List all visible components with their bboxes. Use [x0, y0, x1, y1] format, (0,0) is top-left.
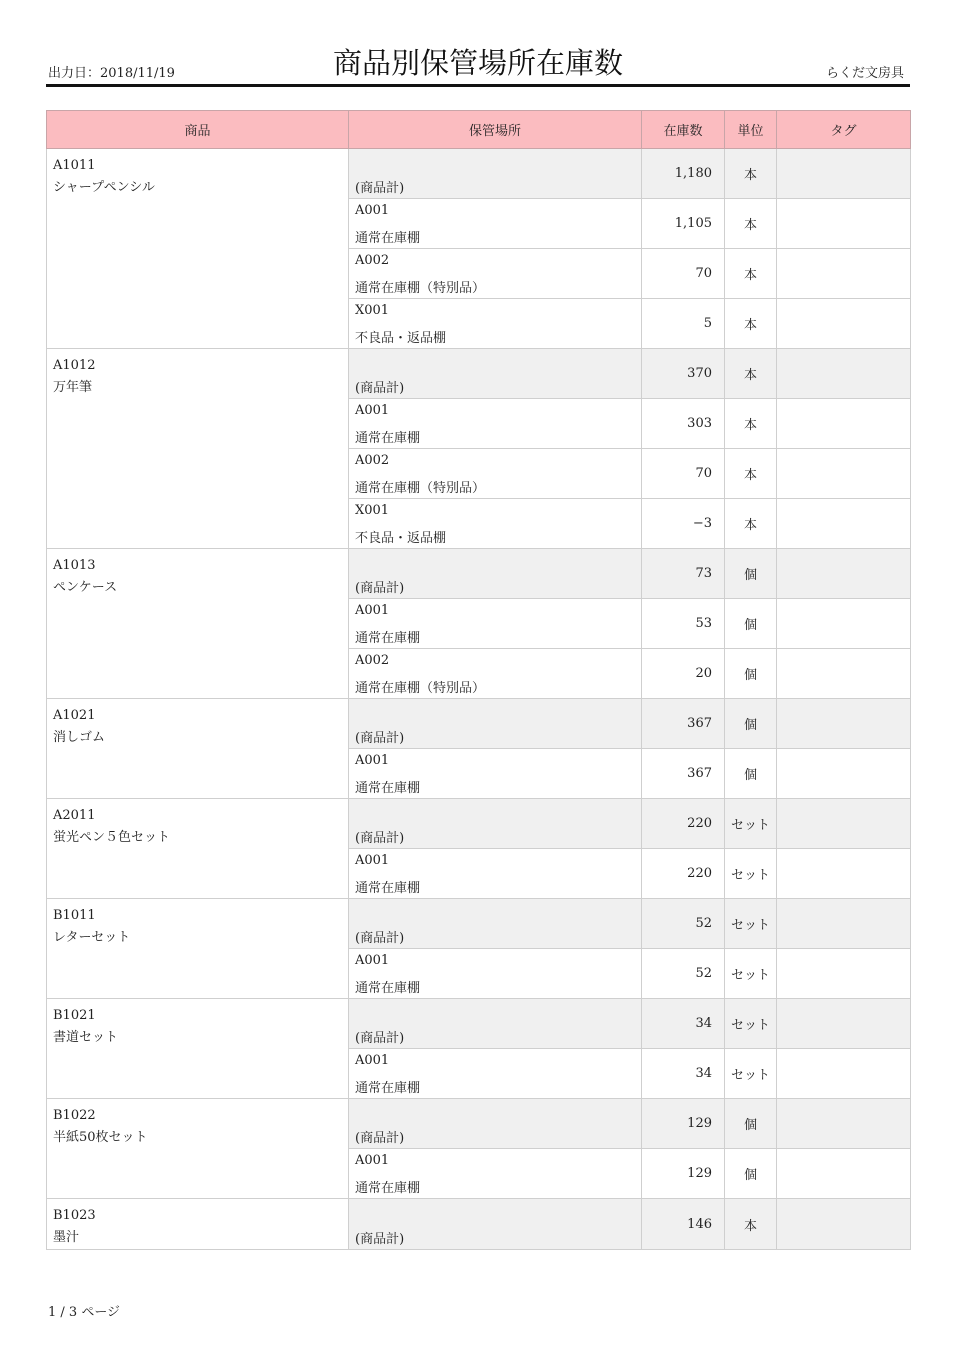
location-cell	[349, 549, 642, 599]
table-row-total	[47, 149, 911, 199]
location-cell	[349, 849, 642, 899]
tag-cell	[777, 249, 911, 299]
location-cell	[349, 799, 642, 849]
tag-cell	[777, 699, 911, 749]
quantity-cell: 70	[642, 449, 725, 499]
output-date: 出力日：2018/11/19	[48, 66, 175, 81]
product-code: A1021	[53, 708, 96, 723]
column-header-location: 保管場所	[349, 111, 642, 149]
total-label: (商品計)	[355, 1131, 405, 1146]
unit-cell: 個	[725, 599, 777, 649]
product-name: ペンケース	[53, 580, 118, 595]
table-body	[47, 149, 911, 1250]
quantity-cell: 1,105	[642, 199, 725, 249]
total-label: (商品計)	[355, 181, 405, 196]
tag-cell	[777, 1199, 911, 1250]
unit-cell: セット	[725, 799, 777, 849]
unit-cell: 本	[725, 249, 777, 299]
quantity-cell: 52	[642, 899, 725, 949]
total-label: (商品計)	[355, 1031, 405, 1046]
table-header-row	[47, 111, 911, 149]
location-cell	[349, 449, 642, 499]
location-name: 通常在庫棚	[355, 231, 421, 246]
location-cell	[349, 299, 642, 349]
location-cell	[349, 149, 642, 199]
product-name: レターセット	[53, 930, 131, 945]
quantity-cell: 220	[642, 799, 725, 849]
location-code: A002	[355, 253, 390, 268]
tag-cell	[777, 349, 911, 399]
location-code: X001	[355, 303, 390, 318]
product-name: 万年筆	[53, 380, 93, 395]
location-code: A001	[355, 403, 390, 418]
unit-cell: 本	[725, 149, 777, 199]
quantity-cell: 129	[642, 1099, 725, 1149]
location-name: 通常在庫棚	[355, 1081, 421, 1096]
total-label: (商品計)	[355, 581, 405, 596]
unit-cell: 個	[725, 1099, 777, 1149]
location-cell	[349, 1149, 642, 1199]
unit-cell: 本	[725, 299, 777, 349]
product-name: 蛍光ペン５色セット	[53, 830, 171, 845]
product-code: A1012	[53, 358, 96, 373]
location-code: A001	[355, 853, 390, 868]
tag-cell	[777, 649, 911, 699]
product-code: A1013	[53, 558, 96, 573]
location-code: X001	[355, 503, 390, 518]
tag-cell	[777, 999, 911, 1049]
quantity-cell: 146	[642, 1199, 725, 1250]
total-label: (商品計)	[355, 731, 405, 746]
quantity-cell: −3	[642, 499, 725, 549]
location-cell	[349, 899, 642, 949]
tag-cell	[777, 499, 911, 549]
location-code: A001	[355, 953, 390, 968]
location-name: 通常在庫棚	[355, 631, 421, 646]
tag-cell	[777, 849, 911, 899]
table-row-total	[47, 349, 911, 399]
tag-cell	[777, 399, 911, 449]
tag-cell	[777, 599, 911, 649]
unit-cell: セット	[725, 1049, 777, 1099]
location-cell	[349, 399, 642, 449]
unit-cell: 本	[725, 449, 777, 499]
product-cell	[47, 999, 349, 1099]
table-row-total	[47, 999, 911, 1049]
total-label: (商品計)	[355, 831, 405, 846]
tag-cell	[777, 199, 911, 249]
location-code: A001	[355, 603, 390, 618]
location-cell	[349, 749, 642, 799]
unit-cell: セット	[725, 899, 777, 949]
unit-cell: 個	[725, 649, 777, 699]
quantity-cell: 34	[642, 1049, 725, 1099]
table-row-total	[47, 1099, 911, 1149]
column-header-product: 商品	[47, 111, 349, 149]
product-cell	[47, 549, 349, 699]
location-name: 通常在庫棚	[355, 881, 421, 896]
table-row-total	[47, 699, 911, 749]
stock-table	[46, 110, 911, 1250]
location-cell	[349, 649, 642, 699]
product-name: 墨汁	[53, 1230, 80, 1245]
tag-cell	[777, 949, 911, 999]
product-cell	[47, 349, 349, 549]
location-name: 通常在庫棚	[355, 781, 421, 796]
product-cell	[47, 899, 349, 999]
quantity-cell: 34	[642, 999, 725, 1049]
report-header	[46, 40, 910, 87]
location-code: A002	[355, 453, 390, 468]
unit-cell: 本	[725, 1199, 777, 1250]
product-cell	[47, 1099, 349, 1199]
location-code: A001	[355, 1053, 390, 1068]
tag-cell	[777, 1099, 911, 1149]
tag-cell	[777, 799, 911, 849]
quantity-cell: 367	[642, 749, 725, 799]
product-cell	[47, 799, 349, 899]
quantity-cell: 370	[642, 349, 725, 399]
quantity-cell: 220	[642, 849, 725, 899]
product-code: A1011	[53, 158, 96, 173]
location-name: 通常在庫棚	[355, 1181, 421, 1196]
tag-cell	[777, 149, 911, 199]
location-cell	[349, 1099, 642, 1149]
unit-cell: 本	[725, 349, 777, 399]
unit-cell: 本	[725, 399, 777, 449]
location-cell	[349, 1049, 642, 1099]
unit-cell: 個	[725, 699, 777, 749]
location-code: A001	[355, 203, 390, 218]
product-name: 消しゴム	[53, 730, 106, 745]
product-code: B1011	[53, 908, 96, 923]
unit-cell: 本	[725, 499, 777, 549]
location-name: 通常在庫棚	[355, 981, 421, 996]
table-row-total	[47, 1199, 911, 1250]
total-label: (商品計)	[355, 931, 405, 946]
column-header-tag: タグ	[777, 111, 911, 149]
location-cell	[349, 1199, 642, 1250]
tag-cell	[777, 1149, 911, 1199]
location-code: A002	[355, 653, 390, 668]
unit-cell: 個	[725, 549, 777, 599]
unit-cell: 本	[725, 199, 777, 249]
table-row-total	[47, 549, 911, 599]
product-name: 書道セット	[53, 1030, 119, 1045]
product-name: シャープペンシル	[53, 180, 155, 195]
tag-cell	[777, 299, 911, 349]
table-row-total	[47, 899, 911, 949]
product-cell	[47, 699, 349, 799]
product-name: 半紙50枚セット	[53, 1130, 148, 1145]
quantity-cell: 1,180	[642, 149, 725, 199]
column-header-quantity: 在庫数	[642, 111, 725, 149]
quantity-cell: 20	[642, 649, 725, 699]
location-name: 通常在庫棚（特別品）	[355, 281, 486, 296]
total-label: (商品計)	[355, 381, 405, 396]
location-name: 通常在庫棚（特別品）	[355, 481, 486, 496]
product-cell	[47, 149, 349, 349]
product-code: B1023	[53, 1208, 96, 1223]
unit-cell: セット	[725, 999, 777, 1049]
quantity-cell: 53	[642, 599, 725, 649]
tag-cell	[777, 449, 911, 499]
location-cell	[349, 499, 642, 549]
unit-cell: 個	[725, 1149, 777, 1199]
location-cell	[349, 249, 642, 299]
location-cell	[349, 599, 642, 649]
tag-cell	[777, 1049, 911, 1099]
location-cell	[349, 199, 642, 249]
location-name: 通常在庫棚（特別品）	[355, 681, 486, 696]
company-name: らくだ文房具	[825, 66, 904, 81]
quantity-cell: 73	[642, 549, 725, 599]
quantity-cell: 129	[642, 1149, 725, 1199]
location-cell	[349, 949, 642, 999]
unit-cell: セット	[725, 849, 777, 899]
quantity-cell: 52	[642, 949, 725, 999]
location-name: 不良品・返品棚	[355, 531, 447, 546]
tag-cell	[777, 899, 911, 949]
product-code: B1022	[53, 1108, 96, 1123]
page-title: 商品別保管場所在庫数	[332, 46, 623, 80]
location-code: A001	[355, 1153, 390, 1168]
unit-cell: 個	[725, 749, 777, 799]
table-row-total	[47, 799, 911, 849]
quantity-cell: 367	[642, 699, 725, 749]
page-number: 1 / 3 ページ	[48, 1305, 121, 1320]
location-name: 不良品・返品棚	[355, 331, 447, 346]
quantity-cell: 70	[642, 249, 725, 299]
quantity-cell: 5	[642, 299, 725, 349]
product-cell	[47, 1199, 349, 1250]
product-code: B1021	[53, 1008, 96, 1023]
location-cell	[349, 999, 642, 1049]
location-cell	[349, 699, 642, 749]
location-name: 通常在庫棚	[355, 431, 421, 446]
location-code: A001	[355, 753, 390, 768]
column-header-unit: 単位	[725, 111, 777, 149]
unit-cell: セット	[725, 949, 777, 999]
product-code: A2011	[53, 808, 96, 823]
total-label: (商品計)	[355, 1232, 405, 1247]
tag-cell	[777, 749, 911, 799]
tag-cell	[777, 549, 911, 599]
location-cell	[349, 349, 642, 399]
quantity-cell: 303	[642, 399, 725, 449]
